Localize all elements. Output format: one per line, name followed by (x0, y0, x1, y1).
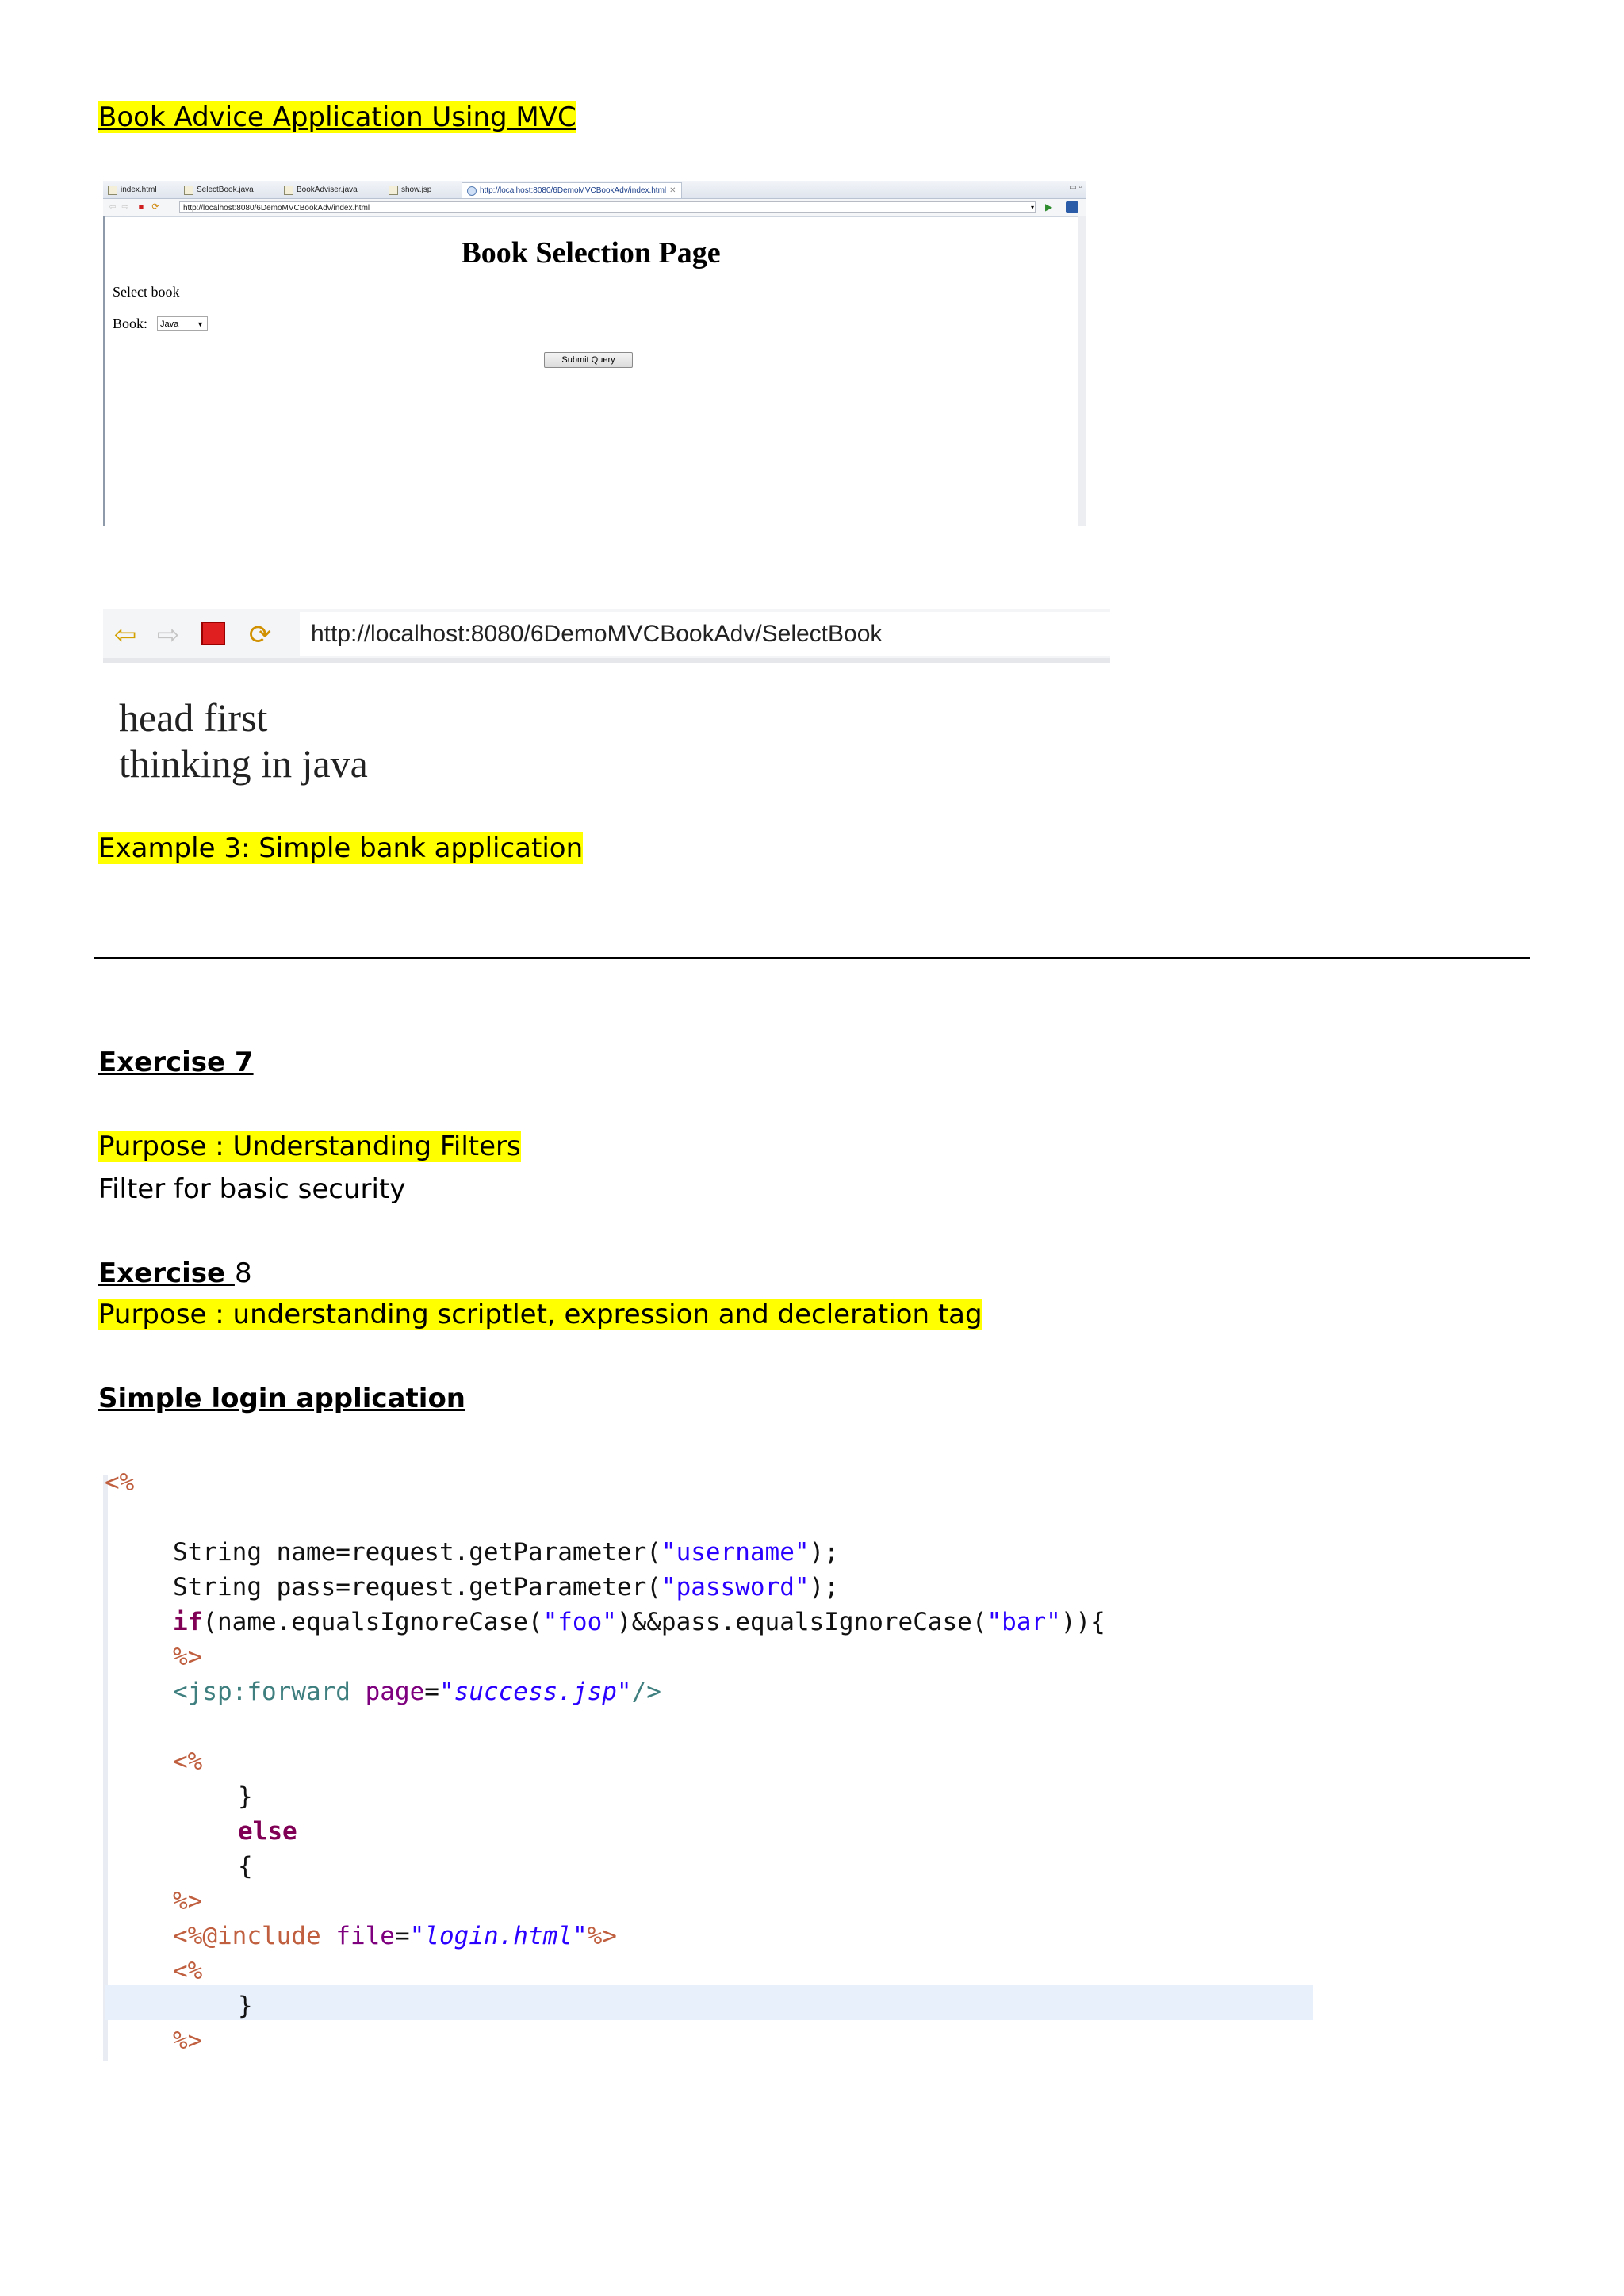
file-icon (108, 186, 117, 195)
go-icon[interactable]: ▶ (1045, 201, 1053, 212)
filter-line: Filter for basic security (98, 1173, 406, 1205)
code-line: else (238, 1817, 297, 1846)
url-field[interactable]: http://localhost:8080/6DemoMVCBookAdv/SelectBook (300, 612, 1110, 656)
exercise8-heading (98, 1256, 252, 1291)
code-line: <jsp:forward page="success.jsp"/> (173, 1678, 661, 1706)
horizontal-rule (94, 957, 1530, 959)
code-line: <%@include file="login.html"%> (173, 1922, 617, 1950)
submit-query-button[interactable]: Submit Query (544, 352, 633, 368)
editor-tab-bar (103, 181, 1086, 199)
select-book-label: Select book (113, 284, 180, 300)
exercise8-number: 8 (234, 1257, 252, 1289)
url-field[interactable]: http://localhost:8080/6DemoMVCBookAdv/index.html (179, 201, 1036, 213)
example3-heading-text: Example 3: Simple bank application (98, 832, 584, 864)
refresh-icon[interactable]: ⟳ (248, 620, 272, 650)
chevron-down-icon: ▼ (197, 320, 204, 328)
code-editor-gutter (103, 1475, 108, 2061)
purpose8 (98, 1297, 982, 1332)
java-file-icon (184, 186, 193, 195)
browser-toolbar (103, 199, 1086, 217)
stop-icon[interactable]: ■ (138, 202, 144, 212)
code-line: if(name.equalsIgnoreCase("foo")&&pass.equalsIgnoreCase("bar")){ (173, 1608, 1105, 1636)
code-line: String name=request.getParameter("username"); (173, 1538, 839, 1567)
tab-browser-index[interactable]: http://localhost:8080/6DemoMVCBookAdv/index.html ✕ (462, 182, 682, 198)
refresh-icon[interactable]: ⟳ (151, 202, 159, 212)
globe-icon (467, 186, 477, 196)
book-advice-heading (98, 100, 576, 135)
vertical-scrollbar[interactable] (1078, 216, 1086, 526)
code-line: <% (173, 1957, 203, 1985)
page-title: Book Selection Page (461, 236, 721, 270)
stop-icon[interactable] (201, 622, 225, 645)
example3-heading (98, 831, 583, 866)
purpose7 (98, 1129, 521, 1164)
output-line: thinking in java (119, 741, 368, 786)
code-line: <% (105, 1468, 135, 1497)
code-line: } (238, 1992, 253, 2020)
book-advice-heading-text: Book Advice Application Using MVC (98, 101, 576, 133)
code-line: String pass=request.getParameter("password"); (173, 1573, 839, 1601)
code-line: { (238, 1852, 253, 1881)
close-icon[interactable]: ✕ (669, 186, 676, 195)
code-line: } (238, 1782, 253, 1811)
code-line: %> (173, 1887, 203, 1915)
back-arrow-icon[interactable]: ⇦ (113, 620, 137, 650)
browser-screenshot-select-book-result (103, 609, 1110, 666)
browser-menu-icon[interactable] (1066, 201, 1078, 213)
code-line: <% (173, 1747, 203, 1776)
purpose7-text: Purpose : Understanding Filters (98, 1131, 521, 1162)
forward-arrow-icon[interactable]: ⇨ (121, 202, 129, 212)
java-file-icon (284, 186, 293, 195)
exercise7-heading: Exercise 7 (98, 1047, 254, 1078)
back-arrow-icon[interactable]: ⇦ (109, 202, 117, 212)
purpose8-text: Purpose : understanding scriptlet, expression and decleration tag (98, 1299, 982, 1330)
book-label: Book: (113, 316, 148, 331)
jsp-file-icon (389, 186, 398, 195)
code-line: %> (173, 1643, 203, 1671)
dropdown-arrow-icon[interactable]: ▾ (1031, 204, 1035, 211)
tab-show-jsp[interactable]: show.jsp (389, 182, 431, 197)
exercise8-word: Exercise (98, 1257, 235, 1289)
current-line-highlight (105, 1985, 1313, 2020)
browser-screenshot-book-selection (103, 181, 1086, 526)
output-line: head first (119, 695, 268, 740)
code-line: %> (173, 2026, 203, 2055)
book-select[interactable]: Java ▼ (157, 316, 208, 331)
minimize-maximize-icon[interactable]: ▭ ▫ (1069, 183, 1082, 192)
tab-bookadviser-java[interactable]: BookAdviser.java (284, 182, 358, 197)
simple-login-heading: Simple login application (98, 1383, 466, 1414)
browser-toolbar (103, 609, 1110, 663)
tab-selectbook-java[interactable]: SelectBook.java (184, 182, 254, 197)
forward-arrow-icon[interactable]: ⇨ (156, 620, 180, 650)
tab-index-html[interactable]: index.html (108, 182, 157, 197)
